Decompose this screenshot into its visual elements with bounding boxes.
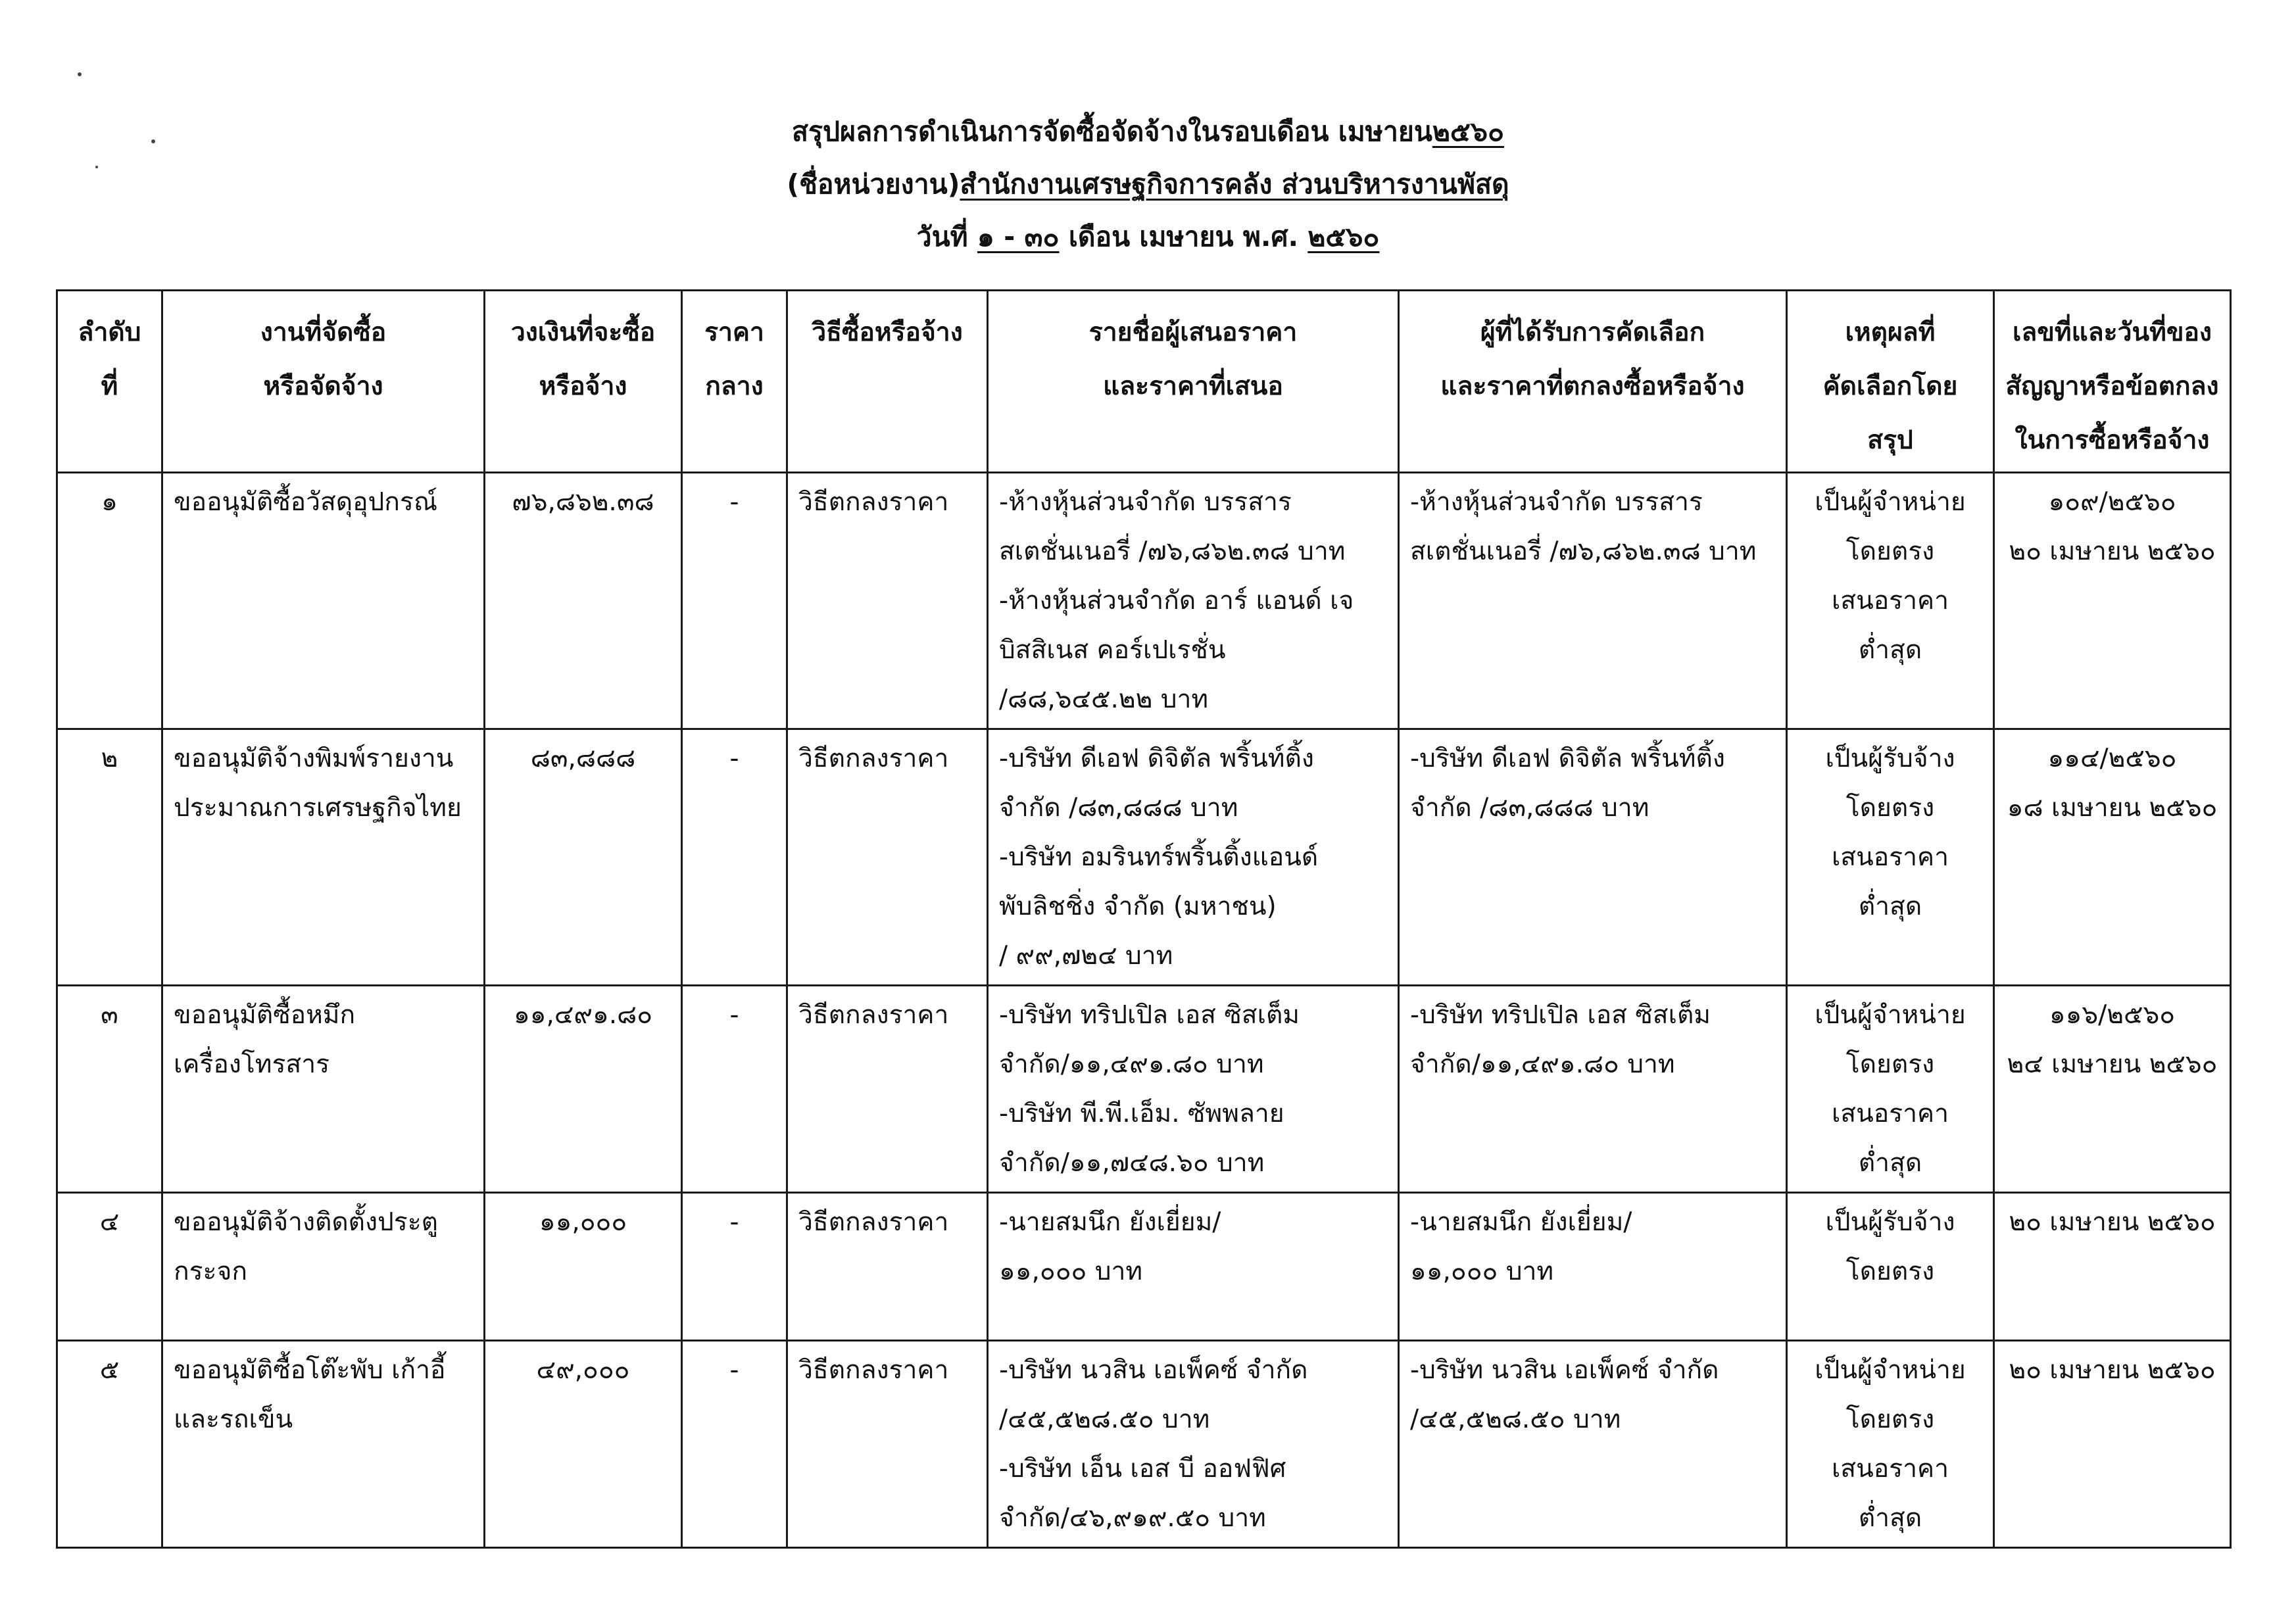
- cell-budget: ๑๑,๐๐๐: [485, 1193, 682, 1341]
- cell-budget: ๑๑,๔๙๑.๘๐: [485, 986, 682, 1193]
- cell-contract: ๑๐๙/๒๕๖๐ ๒๐ เมษายน ๒๕๖๐: [1994, 473, 2231, 729]
- header-contract: เลขที่และวันที่ของ สัญญาหรือข้อตกลง ในการซื้อหรือจ้าง: [1994, 291, 2231, 473]
- cell-item: ขออนุมัติซื้อวัสดุอุปกรณ์: [162, 473, 485, 729]
- header-method: วิธีซื้อหรือจ้าง: [787, 291, 988, 473]
- title-year: ๒๕๖๐: [1432, 116, 1505, 147]
- cell-method: วิธีตกลงราคา: [787, 729, 988, 986]
- cell-no: ๑: [57, 473, 162, 729]
- cell-reason: เป็นผู้จำหน่าย โดยตรง เสนอราคา ต่ำสุด: [1787, 986, 1994, 1193]
- date-line: วันที่ ๑ - ๓๐ เดือน เมษายน พ.ศ. ๒๕๖๐: [916, 221, 1380, 253]
- cell-item: ขออนุมัติจ้างติดตั้งประตู กระจก: [162, 1193, 485, 1341]
- cell-selected: -ห้างหุ้นส่วนจำกัด บรรสาร สเตชั่นเนอรี่ /๗๖,๘๖๒.๓๘ บาท: [1399, 473, 1787, 729]
- cell-median: -: [682, 1193, 787, 1341]
- cell-contract: ๒๐ เมษายน ๒๕๖๐: [1994, 1193, 2231, 1341]
- cell-selected: -บริษัท ทริปเปิล เอส ซิสเต็ม จำกัด/๑๑,๔๙๑.๘๐ บาท: [1399, 986, 1787, 1193]
- cell-budget: ๔๙,๐๐๐: [485, 1341, 682, 1548]
- date-year: ๒๕๖๐: [1307, 221, 1380, 253]
- document-header: [0, 105, 2296, 263]
- cell-method: วิธีตกลงราคา: [787, 473, 988, 729]
- cell-reason: เป็นผู้รับจ้าง โดยตรง: [1787, 1193, 1994, 1341]
- cell-bidders: -บริษัท ทริปเปิล เอส ซิสเต็ม จำกัด/๑๑,๔๙๑.๘๐ บาท -บริษัท พี.พี.เอ็ม. ซัพพลาย จำกัด/๑๑,๗๔๘.๖๐ บาท: [988, 986, 1399, 1193]
- cell-median: -: [682, 986, 787, 1193]
- date-range: ๑ - ๓๐: [977, 221, 1060, 253]
- cell-no: ๓: [57, 986, 162, 1193]
- cell-bidders: -นายสมนึก ยังเยี่ยม/ ๑๑,๐๐๐ บาท: [988, 1193, 1399, 1341]
- cell-median: -: [682, 729, 787, 986]
- header-median-price: ราคา กลาง: [682, 291, 787, 473]
- cell-contract: ๑๑๔/๒๕๖๐ ๑๘ เมษายน ๒๕๖๐: [1994, 729, 2231, 986]
- cell-item: ขออนุมัติซื้อโต๊ะพับ เก้าอี้ และรถเข็น: [162, 1341, 485, 1548]
- header-reason: เหตุผลที่ คัดเลือกโดย สรุป: [1787, 291, 1994, 473]
- cell-reason: เป็นผู้จำหน่าย โดยตรง เสนอราคา ต่ำสุด: [1787, 1341, 1994, 1548]
- cell-method: วิธีตกลงราคา: [787, 1193, 988, 1341]
- cell-item: ขออนุมัติซื้อหมึก เครื่องโทรสาร: [162, 986, 485, 1193]
- cell-median: -: [682, 473, 787, 729]
- report-title: สรุปผลการดำเนินการจัดซื้อจัดจ้างในรอบเดือน เมษายน๒๕๖๐: [791, 116, 1505, 147]
- cell-budget: ๘๓,๘๘๘: [485, 729, 682, 986]
- unit-line: (ชื่อหน่วยงาน)สำนักงานเศรษฐกิจการคลัง ส่วนบริหารงานพัสดุ: [787, 168, 1509, 200]
- cell-contract: ๑๑๖/๒๕๖๐ ๒๔ เมษายน ๒๕๖๐: [1994, 986, 2231, 1193]
- table-header-row: [57, 291, 2231, 473]
- cell-method: วิธีตกลงราคา: [787, 1341, 988, 1548]
- table-row: [57, 1193, 2231, 1341]
- table-row: [57, 473, 2231, 729]
- cell-bidders: -ห้างหุ้นส่วนจำกัด บรรสาร สเตชั่นเนอรี่ /๗๖,๘๖๒.๓๘ บาท -ห้างหุ้นส่วนจำกัด อาร์ แอนด์ เจ บิสสิเนส คอร์เปเรชั่น /๘๘,๖๔๕.๒๒ บาท: [988, 473, 1399, 729]
- header-item: งานที่จัดซื้อ หรือจัดจ้าง: [162, 291, 485, 473]
- cell-median: -: [682, 1341, 787, 1548]
- cell-selected: -บริษัท นวสิน เอเพ็คซ์ จำกัด /๔๕,๕๒๘.๕๐ บาท: [1399, 1341, 1787, 1548]
- header-budget: วงเงินที่จะซื้อ หรือจ้าง: [485, 291, 682, 473]
- cell-no: ๕: [57, 1341, 162, 1548]
- cell-item: ขออนุมัติจ้างพิมพ์รายงาน ประมาณการเศรษฐกิจไทย: [162, 729, 485, 986]
- header-bidders: รายชื่อผู้เสนอราคา และราคาที่เสนอ: [988, 291, 1399, 473]
- cell-selected: -บริษัท ดีเอฟ ดิจิตัล พริ้นท์ติ้ง จำกัด /๘๓,๘๘๘ บาท: [1399, 729, 1787, 986]
- unit-name: สำนักงานเศรษฐกิจการคลัง ส่วนบริหารงานพัสดุ: [960, 168, 1509, 200]
- procurement-table: [56, 289, 2232, 1549]
- table-row: [57, 1341, 2231, 1548]
- scan-speck: [78, 72, 82, 76]
- cell-contract: ๒๐ เมษายน ๒๕๖๐: [1994, 1341, 2231, 1548]
- header-no: ลำดับ ที่: [57, 291, 162, 473]
- table-row: [57, 986, 2231, 1193]
- cell-reason: เป็นผู้จำหน่าย โดยตรง เสนอราคา ต่ำสุด: [1787, 473, 1994, 729]
- cell-method: วิธีตกลงราคา: [787, 986, 988, 1193]
- cell-selected: -นายสมนึก ยังเยี่ยม/ ๑๑,๐๐๐ บาท: [1399, 1193, 1787, 1341]
- cell-no: ๔: [57, 1193, 162, 1341]
- cell-bidders: -บริษัท ดีเอฟ ดิจิตัล พริ้นท์ติ้ง จำกัด /๘๓,๘๘๘ บาท -บริษัท อมรินทร์พริ้นติ้งแอนด์ พับลิชชิ่ง จำกัด (มหาชน) / ๙๙,๗๒๔ บาท: [988, 729, 1399, 986]
- cell-budget: ๗๖,๘๖๒.๓๘: [485, 473, 682, 729]
- cell-reason: เป็นผู้รับจ้าง โดยตรง เสนอราคา ต่ำสุด: [1787, 729, 1994, 986]
- cell-no: ๒: [57, 729, 162, 986]
- cell-bidders: -บริษัท นวสิน เอเพ็คซ์ จำกัด /๔๕,๕๒๘.๕๐ บาท -บริษัท เอ็น เอส บี ออฟฟิศ จำกัด/๔๖,๙๑๙.๕๐ บาท: [988, 1341, 1399, 1548]
- table-row: [57, 729, 2231, 986]
- header-selected: ผู้ที่ได้รับการคัดเลือก และราคาที่ตกลงซื้อหรือจ้าง: [1399, 291, 1787, 473]
